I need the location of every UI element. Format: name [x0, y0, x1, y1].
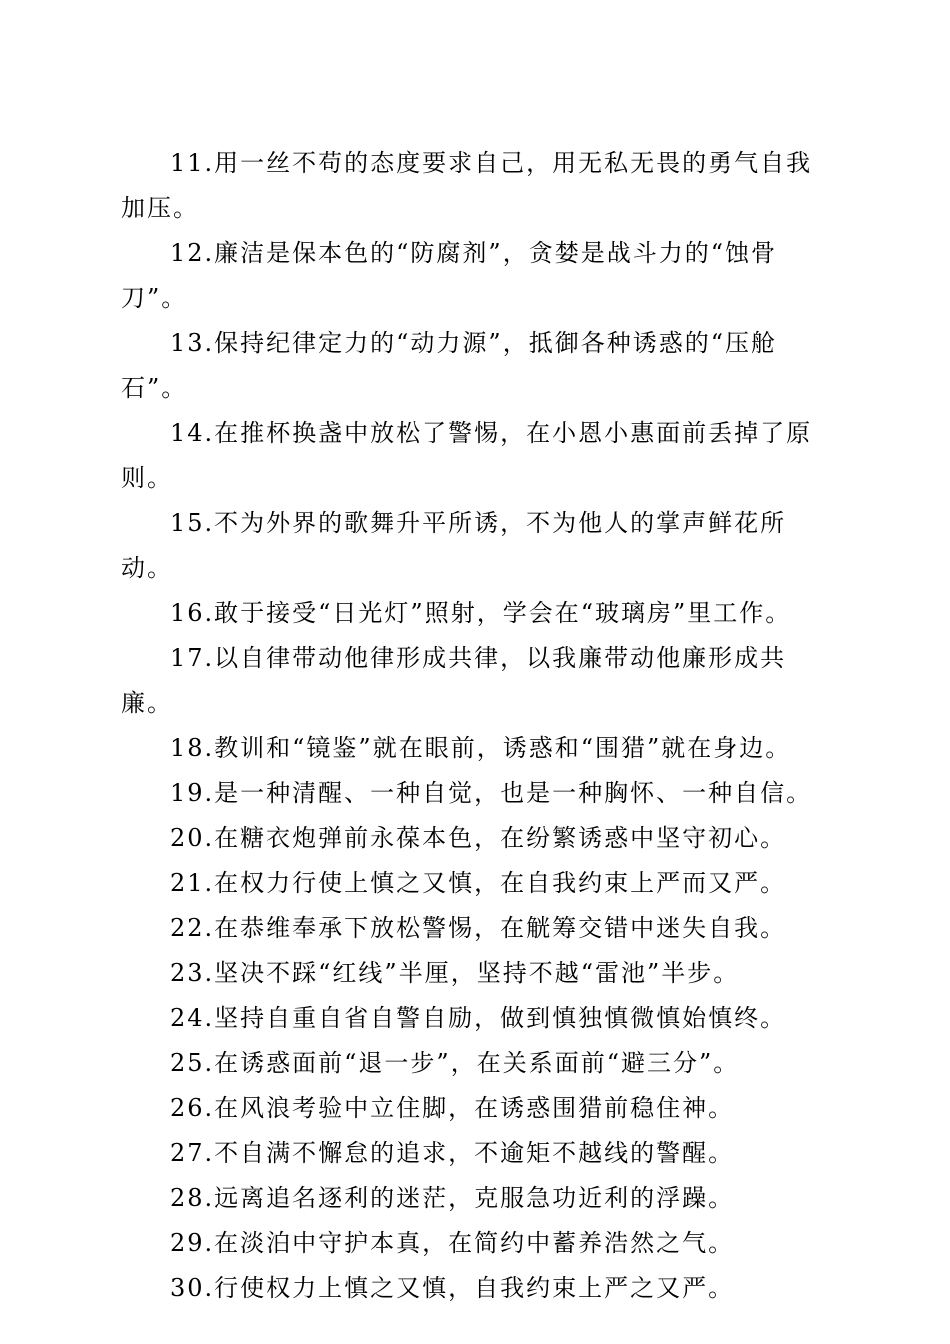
list-item: 21.在权力行使上慎之又慎，在自我约束上严而又严。	[170, 869, 787, 897]
list-item: 24.坚持自重自省自警自励，做到慎独慎微慎始慎终。	[170, 1004, 787, 1032]
list-item: 26.在风浪考验中立住脚，在诱惑围猎前稳住神。	[170, 1094, 735, 1122]
list-item: 15.不为外界的歌舞升平所诱，不为他人的掌声鲜花所动。	[121, 509, 787, 582]
list-item: 29.在淡泊中守护本真，在简约中蓄养浩然之气。	[170, 1229, 735, 1257]
list-item: 12.廉洁是保本色的“防腐剂”，贪婪是战斗力的“蚀骨刀”。	[121, 239, 777, 312]
list-item: 14.在推杯换盏中放松了警惕，在小恩小惠面前丢掉了原则。	[121, 419, 813, 492]
list-item: 30.行使权力上慎之又慎，自我约束上严之又严。	[170, 1274, 735, 1302]
list-item: 13.保持纪律定力的“动力源”，抵御各种诱惑的“压舱石”。	[121, 329, 777, 402]
list-item: 11.用一丝不苟的态度要求自己，用无私无畏的勇气自我加压。	[121, 149, 813, 222]
list-item: 27.不自满不懈怠的追求，不逾矩不越线的警醒。	[170, 1139, 735, 1167]
list-item: 18.教训和“镜鉴”就在眼前，诱惑和“围猎”就在身边。	[170, 734, 792, 762]
list-item: 22.在恭维奉承下放松警惕，在觥筹交错中迷失自我。	[170, 914, 787, 942]
list-item: 25.在诱惑面前“退一步”，在关系面前“避三分”。	[170, 1049, 740, 1077]
list-item: 17.以自律带动他律形成共律，以我廉带动他廉形成共廉。	[121, 644, 787, 717]
list-item: 19.是一种清醒、一种自觉，也是一种胸怀、一种自信。	[170, 779, 813, 807]
list-item: 23.坚决不踩“红线”半厘，坚持不越“雷池”半步。	[170, 959, 740, 987]
list-item: 28.远离追名逐利的迷茫，克服急功近利的浮躁。	[170, 1184, 735, 1212]
list-item: 20.在糖衣炮弹前永葆本色，在纷繁诱惑中坚守初心。	[170, 824, 787, 852]
list-item: 16.敢于接受“日光灯”照射，学会在“玻璃房”里工作。	[170, 599, 792, 627]
document-body	[121, 141, 831, 1311]
